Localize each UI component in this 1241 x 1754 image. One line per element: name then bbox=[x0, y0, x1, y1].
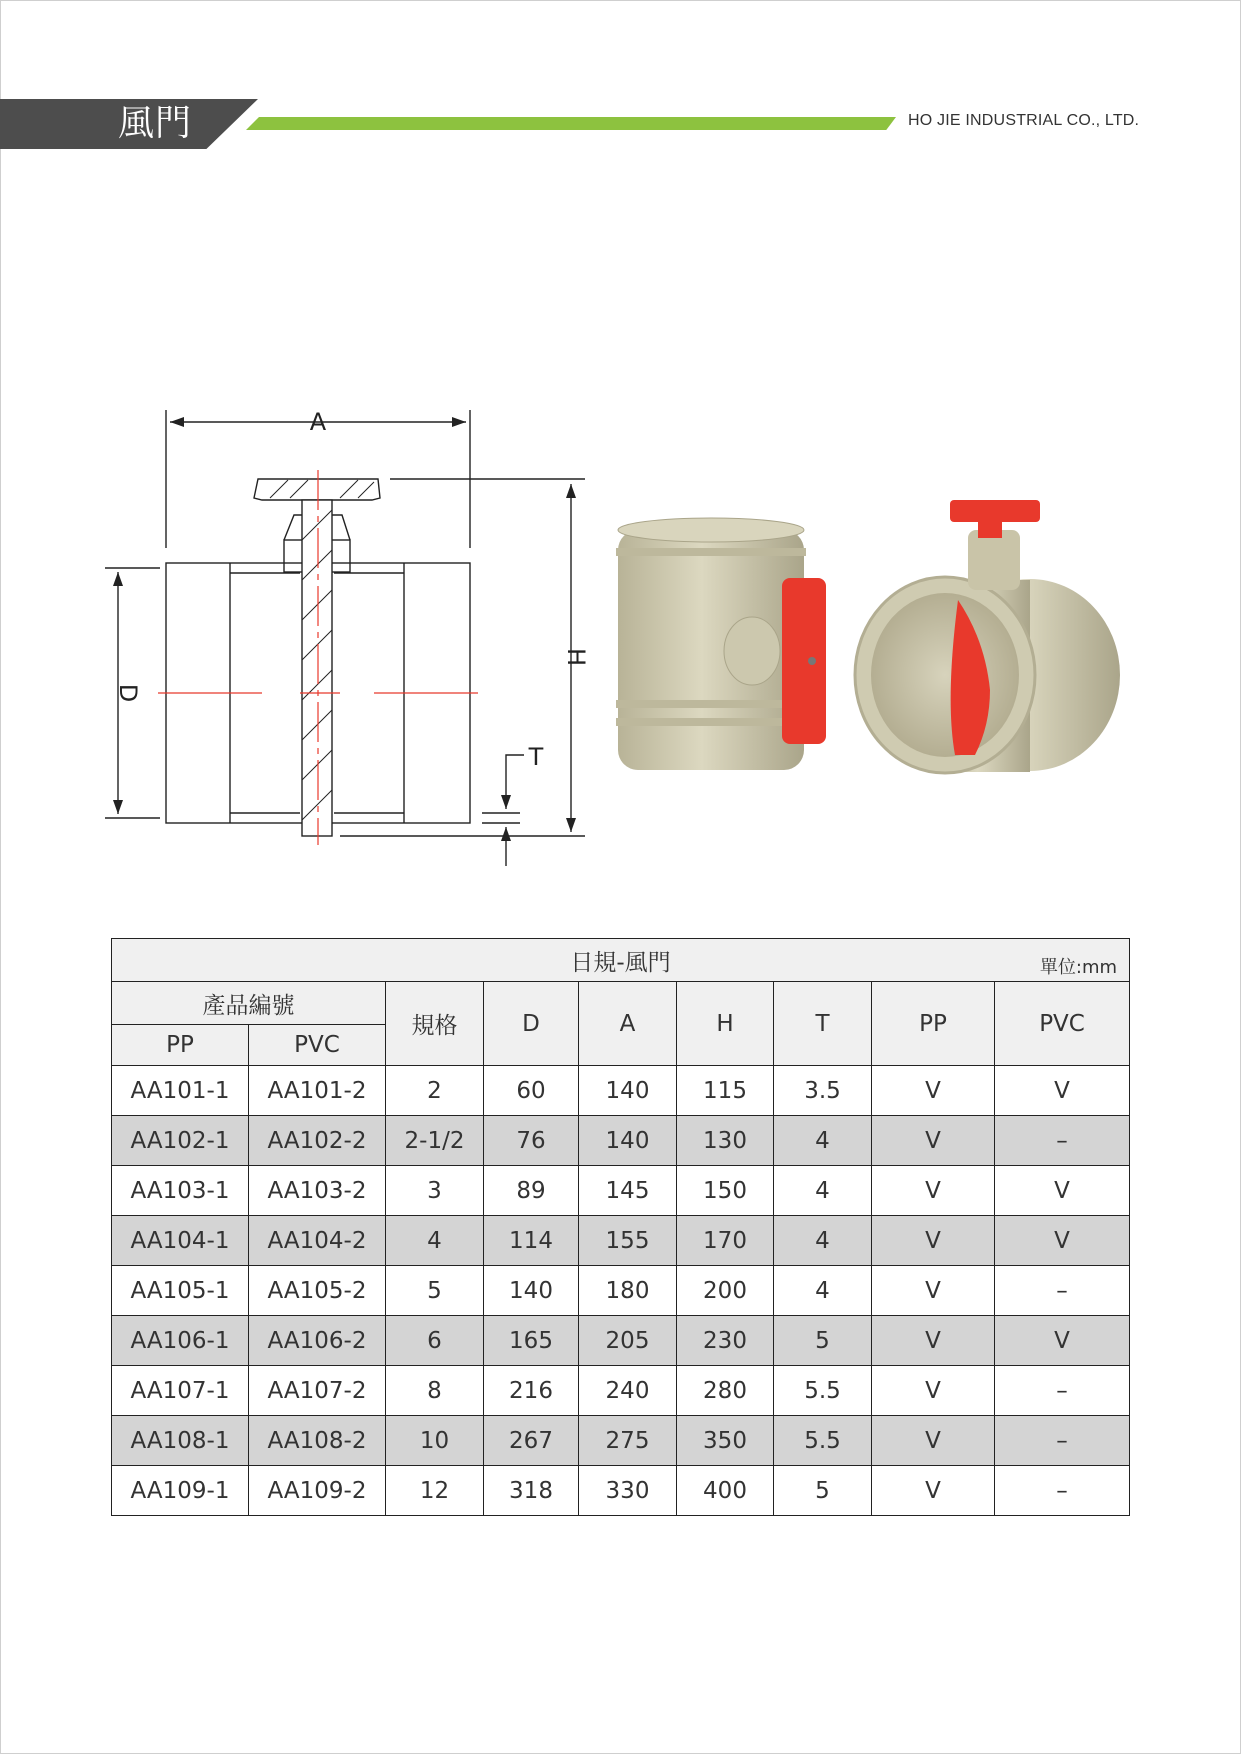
cell-h: 115 bbox=[677, 1066, 774, 1116]
cell-spec: 12 bbox=[386, 1466, 484, 1516]
cell-a: 155 bbox=[579, 1216, 677, 1266]
company-name: HO JIE INDUSTRIAL CO., LTD. bbox=[908, 112, 1140, 129]
cell-pp-code: AA105-1 bbox=[112, 1266, 249, 1316]
table-row bbox=[112, 1416, 1130, 1466]
dimension-h-label: H bbox=[562, 647, 590, 667]
header-product-code: 產品編號 bbox=[112, 982, 386, 1025]
header-pvc-material: PVC bbox=[995, 982, 1130, 1066]
cell-pvc-code: AA104-2 bbox=[249, 1216, 386, 1266]
table-row bbox=[112, 1366, 1130, 1416]
cell-t: 5.5 bbox=[774, 1416, 872, 1466]
cell-spec: 2 bbox=[386, 1066, 484, 1116]
cell-pvc-availability: V bbox=[995, 1066, 1130, 1116]
cell-pvc-code: AA103-2 bbox=[249, 1166, 386, 1216]
cell-pvc-code: AA106-2 bbox=[249, 1316, 386, 1366]
cell-spec: 3 bbox=[386, 1166, 484, 1216]
cell-a: 240 bbox=[579, 1366, 677, 1416]
damper-side-view bbox=[616, 518, 826, 770]
header-t: T bbox=[774, 982, 872, 1066]
cell-a: 275 bbox=[579, 1416, 677, 1466]
cell-d: 89 bbox=[484, 1166, 579, 1216]
cell-pp-code: AA107-1 bbox=[112, 1366, 249, 1416]
cell-d: 114 bbox=[484, 1216, 579, 1266]
cell-h: 280 bbox=[677, 1366, 774, 1416]
header-h: H bbox=[677, 982, 774, 1066]
cell-pvc-code: AA108-2 bbox=[249, 1416, 386, 1466]
cell-pp-code: AA102-1 bbox=[112, 1116, 249, 1166]
cell-d: 165 bbox=[484, 1316, 579, 1366]
cell-pp-availability: V bbox=[872, 1166, 995, 1216]
table-row bbox=[112, 1266, 1130, 1316]
cell-pp-availability: V bbox=[872, 1366, 995, 1416]
cell-a: 140 bbox=[579, 1066, 677, 1116]
cell-h: 350 bbox=[677, 1416, 774, 1466]
damper-dimension-drawing bbox=[100, 400, 600, 880]
cell-pp-code: AA109-1 bbox=[112, 1466, 249, 1516]
cell-pvc-availability: – bbox=[995, 1116, 1130, 1166]
header-pp-code: PP bbox=[112, 1025, 249, 1066]
cell-t: 5 bbox=[774, 1466, 872, 1516]
cell-t: 5.5 bbox=[774, 1366, 872, 1416]
dimension-d-label: D bbox=[114, 683, 142, 703]
table-caption: 日規-風門 bbox=[570, 949, 671, 976]
table-row bbox=[112, 1116, 1130, 1166]
cell-pvc-code: AA102-2 bbox=[249, 1116, 386, 1166]
cell-pvc-availability: – bbox=[995, 1366, 1130, 1416]
cell-spec: 4 bbox=[386, 1216, 484, 1266]
cell-pp-availability: V bbox=[872, 1116, 995, 1166]
cell-pvc-code: AA109-2 bbox=[249, 1466, 386, 1516]
cell-h: 230 bbox=[677, 1316, 774, 1366]
cell-pp-availability: V bbox=[872, 1416, 995, 1466]
cell-pp-availability: V bbox=[872, 1266, 995, 1316]
cell-pp-code: AA103-1 bbox=[112, 1166, 249, 1216]
cell-h: 400 bbox=[677, 1466, 774, 1516]
cell-d: 140 bbox=[484, 1266, 579, 1316]
cell-pp-availability: V bbox=[872, 1216, 995, 1266]
cell-h: 170 bbox=[677, 1216, 774, 1266]
cell-pvc-availability: V bbox=[995, 1316, 1130, 1366]
cell-pp-code: AA104-1 bbox=[112, 1216, 249, 1266]
cell-a: 140 bbox=[579, 1116, 677, 1166]
cell-h: 200 bbox=[677, 1266, 774, 1316]
cell-t: 4 bbox=[774, 1216, 872, 1266]
cell-pvc-availability: – bbox=[995, 1466, 1130, 1516]
damper-front-view bbox=[855, 500, 1120, 773]
cell-spec: 5 bbox=[386, 1266, 484, 1316]
cell-pvc-availability: – bbox=[995, 1266, 1130, 1316]
cell-t: 3.5 bbox=[774, 1066, 872, 1116]
cell-a: 330 bbox=[579, 1466, 677, 1516]
cell-pp-availability: V bbox=[872, 1316, 995, 1366]
dimension-t-label: T bbox=[528, 743, 544, 771]
cell-pp-code: AA108-1 bbox=[112, 1416, 249, 1466]
accent-stripe bbox=[246, 117, 896, 130]
cell-t: 4 bbox=[774, 1166, 872, 1216]
cell-pp-code: AA106-1 bbox=[112, 1316, 249, 1366]
header-d: D bbox=[484, 982, 579, 1066]
cell-pvc-availability: V bbox=[995, 1216, 1130, 1266]
table-row bbox=[112, 1066, 1130, 1116]
cell-d: 60 bbox=[484, 1066, 579, 1116]
cell-d: 76 bbox=[484, 1116, 579, 1166]
cell-spec: 2-1/2 bbox=[386, 1116, 484, 1166]
page-title: 風門 bbox=[118, 103, 193, 144]
cell-pvc-code: AA107-2 bbox=[249, 1366, 386, 1416]
cell-pvc-availability: V bbox=[995, 1166, 1130, 1216]
cell-pp-availability: V bbox=[872, 1066, 995, 1116]
spec-table bbox=[111, 938, 1130, 1516]
cell-t: 4 bbox=[774, 1266, 872, 1316]
product-photo bbox=[600, 470, 1140, 800]
table-row bbox=[112, 1316, 1130, 1366]
header-pp-material: PP bbox=[872, 982, 995, 1066]
cell-t: 4 bbox=[774, 1116, 872, 1166]
cell-t: 5 bbox=[774, 1316, 872, 1366]
cell-pp-availability: V bbox=[872, 1466, 995, 1516]
cell-d: 318 bbox=[484, 1466, 579, 1516]
table-row bbox=[112, 1216, 1130, 1266]
cell-pvc-availability: – bbox=[995, 1416, 1130, 1466]
cell-spec: 10 bbox=[386, 1416, 484, 1466]
cell-h: 150 bbox=[677, 1166, 774, 1216]
cell-a: 180 bbox=[579, 1266, 677, 1316]
cell-d: 216 bbox=[484, 1366, 579, 1416]
table-caption-cell bbox=[112, 939, 1130, 982]
table-row bbox=[112, 1466, 1130, 1516]
cell-pvc-code: AA101-2 bbox=[249, 1066, 386, 1116]
cell-pvc-code: AA105-2 bbox=[249, 1266, 386, 1316]
header-spec: 規格 bbox=[386, 982, 484, 1066]
cell-spec: 8 bbox=[386, 1366, 484, 1416]
cell-a: 205 bbox=[579, 1316, 677, 1366]
dimension-a-label: A bbox=[309, 408, 327, 436]
cell-pp-code: AA101-1 bbox=[112, 1066, 249, 1116]
header-pvc-code: PVC bbox=[249, 1025, 386, 1066]
cell-h: 130 bbox=[677, 1116, 774, 1166]
unit-label: 單位:mm bbox=[1039, 957, 1118, 978]
cell-a: 145 bbox=[579, 1166, 677, 1216]
header-a: A bbox=[579, 982, 677, 1066]
table-row bbox=[112, 1166, 1130, 1216]
cell-spec: 6 bbox=[386, 1316, 484, 1366]
cell-d: 267 bbox=[484, 1416, 579, 1466]
